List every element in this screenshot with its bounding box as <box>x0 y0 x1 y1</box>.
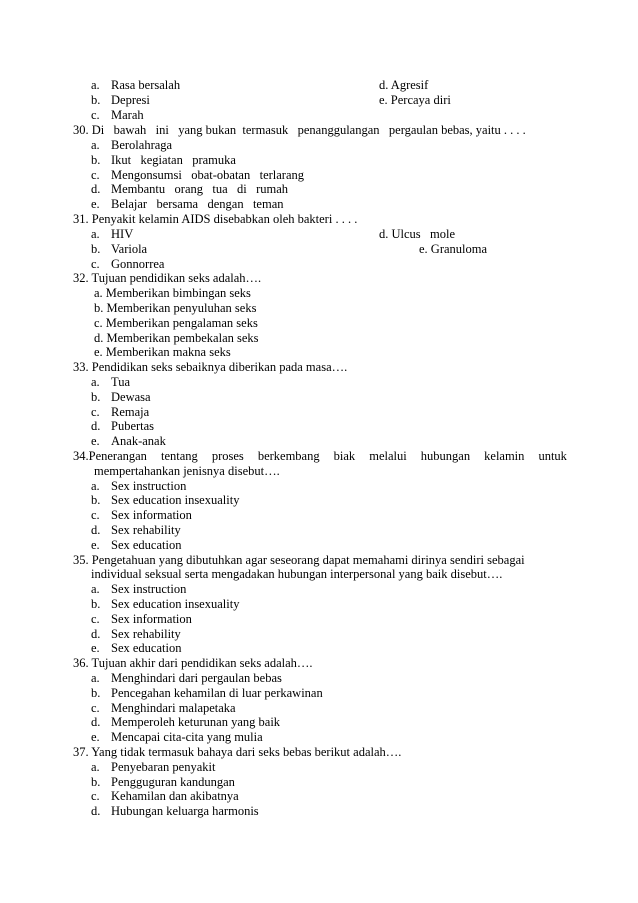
option-label: c. <box>91 405 100 419</box>
option-label: a. <box>91 227 100 241</box>
option-text: Mencapai cita-cita yang mulia <box>111 730 263 744</box>
question-stem: 31. Penyakit kelamin AIDS disebabkan oleh bakteri . . . . <box>73 212 358 226</box>
stem-word: berkembang <box>257 449 320 463</box>
option-label: a. <box>91 760 100 774</box>
question-stem-continuation: individual seksual serta mengadakan hubungan interpersonal yang baik disebut…. <box>91 567 503 581</box>
option-text: HIV <box>111 227 134 241</box>
option-text: b. Memberikan penyuluhan seks <box>94 301 257 315</box>
option-text: a. Memberikan bimbingan seks <box>94 286 251 300</box>
option-text: Sex education insexuality <box>111 597 240 611</box>
question-stem: 37. Yang tidak termasuk bahaya dari seks bebas berikut adalah…. <box>73 745 402 759</box>
option-text: Menghindari malapetaka <box>111 701 236 715</box>
option-label: c. <box>91 701 100 715</box>
option-label: a. <box>91 138 100 152</box>
question-stem: 30. Di bawah ini yang bukan termasuk penanggulangan pergaulan bebas, yaitu . . . . <box>73 123 526 137</box>
option-label: d. <box>91 715 101 729</box>
stem-word: hubungan <box>420 449 471 463</box>
option-label: c. <box>91 257 100 271</box>
question-stem: 35. Pengetahuan yang dibutuhkan agar seseorang dapat memahami dirinya sendiri sebagai <box>73 553 525 567</box>
option-label: a. <box>91 479 100 493</box>
option-label: e. <box>91 434 100 448</box>
option-text: Sex information <box>111 508 192 522</box>
option-label: c. <box>91 168 100 182</box>
option-text: Menghindari dari pergaulan bebas <box>111 671 282 685</box>
question-stem: 32. Tujuan pendidikan seks adalah…. <box>73 271 262 285</box>
question-stem: 33. Pendidikan seks sebaiknya diberikan pada masa…. <box>73 360 348 374</box>
option-label: a. <box>91 375 100 389</box>
option-text: Hubungan keluarga harmonis <box>111 804 259 818</box>
option-text: e. Percaya diri <box>379 93 451 107</box>
option-label: e. <box>91 641 100 655</box>
option-text: e. Memberikan makna seks <box>94 345 231 359</box>
option-text: Gonnorrea <box>111 257 165 271</box>
option-text: Kehamilan dan akibatnya <box>111 789 239 803</box>
option-text: Memperoleh keturunan yang baik <box>111 715 281 729</box>
option-label: b. <box>91 93 101 107</box>
option-text: Ikut kegiatan pramuka <box>111 153 236 167</box>
option-label: d. <box>91 804 101 818</box>
option-text: Pencegahan kehamilan di luar perkawinan <box>111 686 323 700</box>
option-text: e. Granuloma <box>419 242 488 256</box>
option-text: Sex instruction <box>111 479 187 493</box>
stem-word: 34.Penerangan <box>73 449 147 463</box>
option-label: c. <box>91 612 100 626</box>
option-text: Belajar bersama dengan teman <box>111 197 284 211</box>
option-text: Sex education insexuality <box>111 493 240 507</box>
option-label: c. <box>91 789 100 803</box>
option-label: b. <box>91 597 101 611</box>
option-text: d. Agresif <box>379 78 429 92</box>
option-text: Penyebaran penyakit <box>111 760 216 774</box>
option-label: d. <box>91 182 101 196</box>
option-label: a. <box>91 78 100 92</box>
question-stem-continuation: mempertahankan jenisnya disebut…. <box>94 464 280 478</box>
option-text: Sex information <box>111 612 192 626</box>
option-text: Sex rehability <box>111 627 181 641</box>
option-text: Sex education <box>111 641 182 655</box>
option-text: Pubertas <box>111 419 155 433</box>
option-text: Variola <box>111 242 148 256</box>
option-label: b. <box>91 242 101 256</box>
option-text: Pengguguran kandungan <box>111 775 235 789</box>
option-label: c. <box>91 508 100 522</box>
option-label: e. <box>91 730 100 744</box>
option-label: b. <box>91 775 101 789</box>
stem-word: melalui <box>369 449 407 463</box>
option-label: d. <box>91 523 101 537</box>
stem-word: untuk <box>538 449 567 463</box>
option-label: a. <box>91 671 100 685</box>
option-text: d. Ulcus mole <box>379 227 456 241</box>
option-label: d. <box>91 419 101 433</box>
option-text: Rasa bersalah <box>111 78 181 92</box>
option-text: Mengonsumsi obat-obatan terlarang <box>111 168 305 182</box>
option-label: e. <box>91 197 100 211</box>
option-label: b. <box>91 493 101 507</box>
option-label: d. <box>91 627 101 641</box>
option-label: b. <box>91 153 101 167</box>
stem-word: tentang <box>160 449 198 463</box>
stem-word: biak <box>333 449 356 463</box>
option-text: Membantu orang tua di rumah <box>111 182 289 196</box>
option-text: Sex rehability <box>111 523 181 537</box>
option-label: b. <box>91 390 101 404</box>
option-text: Sex instruction <box>111 582 187 596</box>
option-label: c. <box>91 108 100 122</box>
option-text: Dewasa <box>111 390 151 404</box>
option-label: b. <box>91 686 101 700</box>
option-label: a. <box>91 582 100 596</box>
option-text: Depresi <box>111 93 150 107</box>
option-text: Sex education <box>111 538 182 552</box>
option-text: Remaja <box>111 405 150 419</box>
option-text: Tua <box>111 375 130 389</box>
question-stem <box>73 449 567 464</box>
option-text: d. Memberikan pembekalan seks <box>94 331 259 345</box>
question-stem: 36. Tujuan akhir dari pendidikan seks adalah…. <box>73 656 313 670</box>
option-text: Anak-anak <box>111 434 166 448</box>
option-label: e. <box>91 538 100 552</box>
stem-word: kelamin <box>484 449 525 463</box>
option-text: Berolahraga <box>111 138 173 152</box>
stem-word: proses <box>211 449 244 463</box>
option-text: c. Memberikan pengalaman seks <box>94 316 258 330</box>
option-text: Marah <box>111 108 144 122</box>
